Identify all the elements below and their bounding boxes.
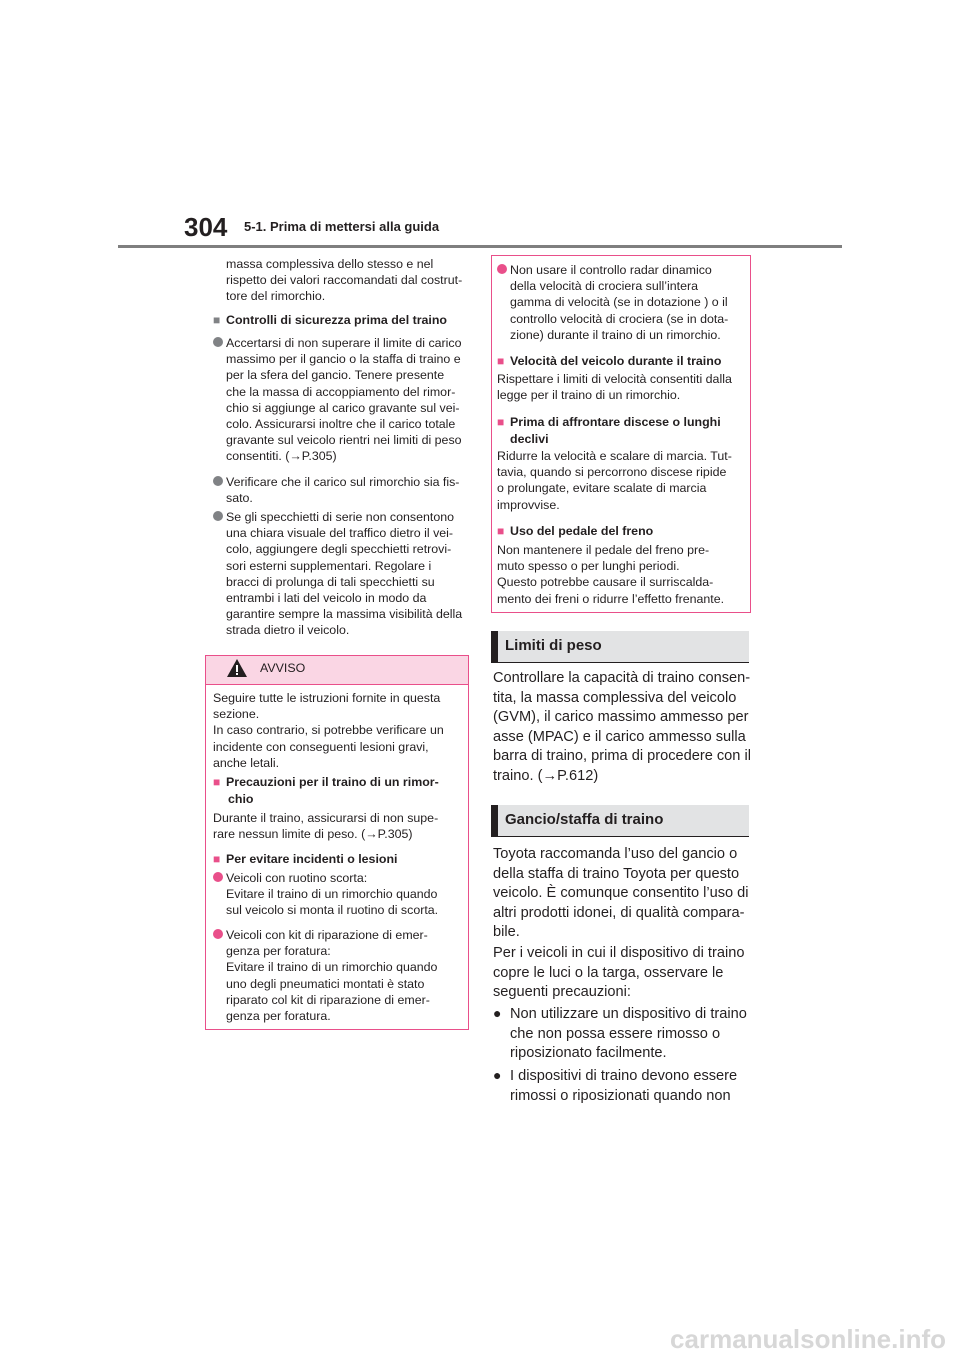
- warning-bullet-repair-kit: [213, 927, 437, 1024]
- text-line: legge per il traino di un rimorchio.: [497, 388, 681, 403]
- heading-bar: [491, 631, 498, 662]
- text-line: bile.: [493, 924, 520, 941]
- square-bullet-icon: ■: [213, 775, 221, 789]
- hitch-paragraph-1: [493, 845, 749, 943]
- heading-weight-limits: [491, 631, 749, 663]
- bullet-dot-icon: [213, 335, 226, 348]
- header-rule: [118, 245, 842, 248]
- heading-text: Limiti di peso: [505, 637, 602, 654]
- subheading-text: Velocità del veicolo durante il traino: [510, 354, 722, 368]
- text-line: zione) durante il traino di un rimorchio.: [510, 327, 721, 342]
- warning-title: AVVISO: [260, 661, 306, 675]
- caution-subheading-descents: [497, 413, 721, 447]
- text-line: che la massa di accoppiamento del rimor-: [226, 384, 456, 399]
- text-line: (GVM), il carico massimo ammesso per: [493, 709, 749, 726]
- subheading-text: declivi: [510, 432, 549, 446]
- text-line: gravante sul veicolo rientri nei limiti di peso: [226, 433, 462, 448]
- text-line: tita, la massa complessiva del veicolo: [493, 689, 737, 706]
- bullet-dot-icon: [213, 474, 226, 487]
- subheading-text: Prima di affrontare discese o lunghi: [510, 415, 721, 429]
- text-line: I dispositivi di traino devono essere: [510, 1068, 738, 1084]
- text-line: Accertarsi di non superare il limite di carico: [226, 336, 462, 350]
- warning-triangle-icon: [226, 658, 248, 678]
- text-line: Evitare il traino di un rimorchio quando: [226, 887, 438, 902]
- text-line: tore del rimorchio.: [226, 289, 326, 304]
- text-line: sezione.: [213, 707, 260, 722]
- text-line: Per i veicoli in cui il dispositivo di traino: [493, 945, 745, 961]
- subheading-text: Precauzioni per il traino di un rimor-: [226, 775, 439, 789]
- square-bullet-icon: ■: [497, 524, 505, 538]
- subheading-text: chio: [228, 792, 254, 806]
- text-line: In caso contrario, si potrebbe verificare un: [213, 723, 444, 738]
- caution-brake-text: [497, 542, 724, 607]
- text-line: Non usare il controllo radar dinamico: [510, 263, 712, 277]
- heading-hitch: [491, 805, 749, 837]
- watermark: carmanualsonline.info: [670, 1324, 946, 1354]
- text-line: sori esterni supplementari. Regolare i: [226, 558, 432, 573]
- text-line: bracci di prolunga di tali specchietti su: [226, 574, 435, 589]
- text-line: riparato col kit di riparazione di emer-: [226, 992, 430, 1007]
- text-line: mento dei freni o ridurre l’effetto frenante.: [497, 591, 725, 606]
- text-line: Verificare che il carico sul rimorchio sia fis-: [226, 475, 460, 489]
- text-line: rare nessun limite di peso. (→P.305): [213, 827, 413, 842]
- text-line: strada dietro il veicolo.: [226, 623, 350, 638]
- text-line: barra di traino, prima di procedere con il: [493, 748, 751, 765]
- text-line: muto spesso o per lunghi periodi.: [497, 559, 680, 574]
- text-line: per la sfera del gancio. Tenere presente: [226, 368, 445, 383]
- text-line: anche letali.: [213, 755, 280, 770]
- text-line: Seguire tutte le istruzioni fornite in questa: [213, 691, 441, 705]
- safety-heading: [213, 311, 447, 329]
- bullet-dot-icon: ●: [493, 1067, 502, 1083]
- text-line: genza per foratura.: [226, 1009, 331, 1024]
- text-line: tavia, quando si percorrono discese ripide: [497, 465, 727, 480]
- hitch-paragraph-2: [493, 944, 744, 1003]
- caution-descents-text: [497, 448, 732, 513]
- text-line: Se gli specchietti di serie non consentono: [226, 510, 454, 524]
- text-line: colo, aggiungere degli specchietti retrovi-: [226, 542, 452, 557]
- text-line: o prolungate, evitare scalate di marcia: [497, 481, 707, 496]
- caution-subheading-speed: [497, 352, 721, 370]
- hitch-bullet-1: [493, 1005, 747, 1064]
- text-line: gamma di velocità (se in dotazione ) o il: [510, 295, 728, 310]
- bullet-dot-icon: [213, 927, 226, 940]
- square-bullet-icon: ■: [497, 415, 505, 429]
- warning-towing-text: [213, 810, 438, 842]
- text-line: Rispettare i limiti di velocità consentiti dalla: [497, 372, 732, 386]
- text-line: Controllare la capacità di traino consen-: [493, 670, 751, 686]
- square-bullet-icon: ■: [497, 354, 505, 368]
- text-line: altri prodotti idonei, di qualità compara-: [493, 904, 745, 921]
- text-line: uno degli pneumatici montati è stato: [226, 976, 425, 991]
- text-line: chio si aggiunge al carico gravante sul vei-: [226, 400, 460, 415]
- text-line: una chiara visuale del traffico dietro il vei-: [226, 526, 454, 541]
- text-line: garantire sempre la massima visibilità della: [226, 607, 463, 622]
- caution-subheading-brake: [497, 522, 653, 540]
- weight-paragraph: [493, 669, 751, 787]
- text-line: Veicoli con ruotino scorta:: [226, 871, 368, 885]
- text-line: massa complessiva dello stesso e nel: [226, 257, 434, 271]
- text-line: asse (MPAC) e il carico ammesso sulla: [493, 728, 746, 745]
- warning-intro: [213, 690, 444, 771]
- text-line: copre le luci o la targa, osservare le: [493, 964, 724, 981]
- text-line: massimo per il gancio o la staffa di traino e: [226, 352, 461, 367]
- text-line: che non possa essere rimosso o: [510, 1025, 721, 1042]
- page-number: 304: [184, 212, 228, 242]
- square-bullet-icon: ■: [213, 852, 221, 866]
- subheading-text: Controlli di sicurezza prima del traino: [226, 313, 448, 327]
- text-line: riposizionato facilmente.: [510, 1045, 667, 1062]
- text-line: Toyota raccomanda l’uso del gancio o: [493, 846, 738, 862]
- text-line: Non mantenere il pedale del freno pre-: [497, 543, 710, 557]
- warning-bullet-spare: [213, 870, 438, 919]
- hitch-bullet-2: [493, 1067, 737, 1106]
- bullet-dot-icon: [213, 509, 226, 522]
- text-line: improvvise.: [497, 497, 560, 512]
- text-line: Evitare il traino di un rimorchio quando: [226, 960, 438, 975]
- caution-bullet-cruise: [497, 262, 728, 343]
- text-line: sato.: [226, 491, 253, 506]
- section-title: 5-1. Prima di mettersi alla guida: [244, 219, 440, 234]
- text-line: Veicoli con kit di riparazione di emer-: [226, 928, 428, 942]
- text-line: traino. (→P.612): [493, 767, 599, 784]
- text-line: rimossi o riposizionati quando non: [510, 1087, 731, 1104]
- bullet-mirrors: [213, 509, 462, 639]
- bullet-load-limit: [213, 335, 462, 465]
- text-line: controllo velocità di crociera (se in dota-: [510, 311, 729, 326]
- text-line: incidente con conseguenti lesioni gravi,: [213, 739, 429, 754]
- text-line: entrambi i lati del veicolo in modo da: [226, 591, 427, 606]
- text-line: Ridurre la velocità e scalare di marcia. Tut-: [497, 449, 732, 463]
- bullet-load-secured: [213, 474, 459, 506]
- heading-text: Gancio/staffa di traino: [505, 811, 664, 828]
- text-line: della velocità di crociera sull’intera: [510, 279, 699, 294]
- heading-bar: [491, 805, 498, 836]
- text-line: Questo potrebbe causare il surriscalda-: [497, 575, 714, 590]
- text-line: Durante il traino, assicurarsi di non supe-: [213, 811, 439, 825]
- bullet-dot-icon: ●: [493, 1005, 502, 1021]
- text-line: seguenti precauzioni:: [493, 984, 631, 1001]
- text-line: rispetto dei valori raccomandati dal costrut-: [226, 273, 463, 288]
- subheading-text: Per evitare incidenti o lesioni: [226, 852, 398, 866]
- square-bullet-icon: ■: [213, 313, 221, 327]
- text-line: della staffa di traino Toyota per questo: [493, 865, 740, 882]
- intro-paragraph: [226, 256, 462, 305]
- text-line: veicolo. È comunque consentito l’uso di: [493, 885, 749, 902]
- text-line: genza per foratura:: [226, 944, 331, 959]
- warning-subheading-towing: [213, 773, 439, 807]
- caution-speed-text: [497, 371, 732, 403]
- warning-header-rule: [206, 684, 468, 685]
- warning-subheading-accidents: [213, 850, 397, 868]
- text-line: sul veicolo si monta il ruotino di scorta.: [226, 903, 439, 918]
- subheading-text: Uso del pedale del freno: [510, 524, 654, 538]
- text-line: consentiti. (→P.305): [226, 449, 337, 464]
- bullet-dot-icon: [213, 870, 226, 883]
- bullet-dot-icon: [497, 262, 510, 275]
- text-line: Non utilizzare un dispositivo di traino: [510, 1006, 747, 1022]
- text-line: colo. Assicurarsi inoltre che il carico totale: [226, 417, 456, 432]
